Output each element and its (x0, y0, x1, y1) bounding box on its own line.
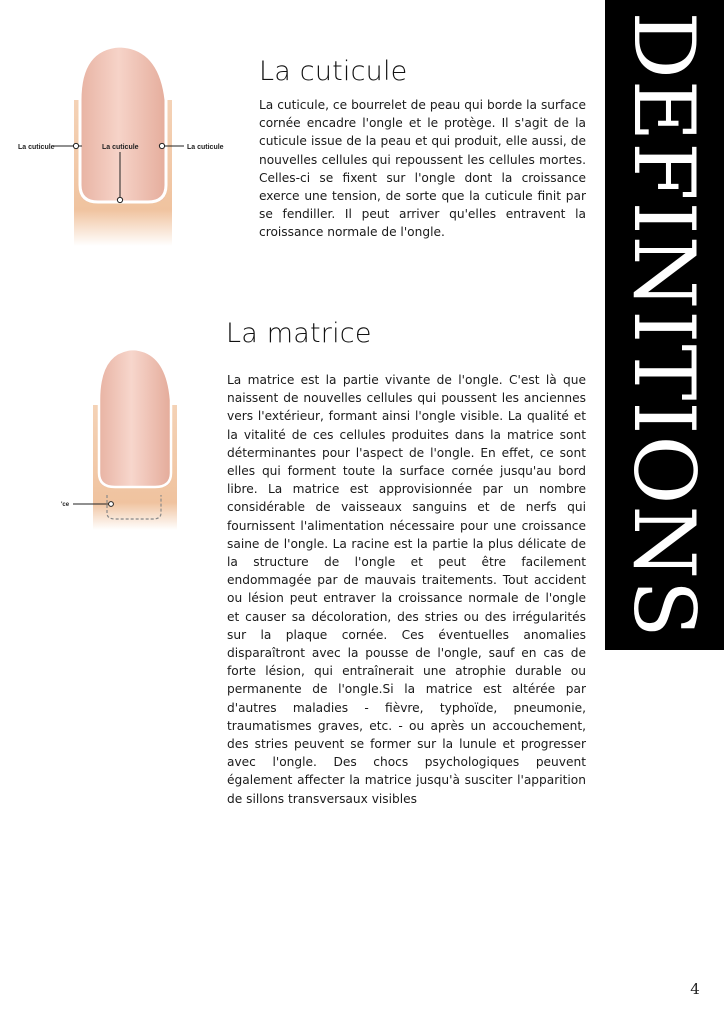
section-body-matrice: La matrice est la partie vivante de l'ongle. C'est là que naissent de nouvelles cellules qui poussent les anciennes vers l'extérieur, formant ainsi l'ongle visible. La qualité et la vitalité de ces cellules produites dans la matrice sont déterminantes pour l'aspect de l'ongle. En effet, ce sont elles qui forment toute la surface cornée jusqu'au bord libre. La matrice est approvisionnée par un nombre considérable de vaisseaux sanguins et de nerfs qui fournissent l'alimentation nécessaire pour une croissance saine de l'ongle. La racine est la partie la plus délicate de la structure de l'ongle et peut être facilement endommagée par de mauvais traitements. Tout accident ou lésion peut entraver la croissance normale de l'ongle et causer sa décoloration, des stries ou des irrégularités sur la plaque cornée. Ces éventuelles anomalies disparaîtront avec la pousse de l'ongle, sauf en cas de forte lésion, qui entraînerait une atrophie durable ou permanente de l'ongle.Si la matrice est altérée par d'autres maladies - fièvre, typhoïde, pneumonie, traumatismes graves, etc. - ou après un accouchement, des stries peuvent se former sur la lunule et progresser avec l'ongle. Des chocs psychologiques peuvent également affecter la matrice jusqu'à susciter l'apparition de sillons transversaux visibles (227, 373, 586, 806)
section-title-cuticule: La cuticule (259, 56, 408, 87)
side-banner (605, 0, 724, 650)
section-body-cuticule: La cuticule, ce bourrelet de peau qui borde la surface cornée encadre l'ongle et le protège. Il s'agit de la cuticule issue de la peau et qui produit, elle aussi, de nouvelles cellules qui repoussent les cellules mortes. Celles-ci se fixent sur l'ongle dont la croissance exerce une tension, de sorte que la cuticule finit par se fendiller. Il peut arriver qu'elles entravent la croissance normale de l'ongle. (259, 98, 586, 240)
cuticle-label-right: La cuticule (187, 144, 224, 151)
matrix-nail-illustration (55, 345, 185, 530)
page-number: 4 (690, 980, 700, 998)
cuticle-label-center: La cuticule (102, 144, 139, 151)
matrix-label-left: 'ce (61, 502, 70, 508)
side-banner-title: DEFINITIONS (615, 11, 714, 639)
section-title-matrice: La matrice (226, 318, 372, 349)
cuticle-label-left: La cuticule (18, 144, 55, 151)
cuticle-nail-illustration (8, 40, 234, 246)
